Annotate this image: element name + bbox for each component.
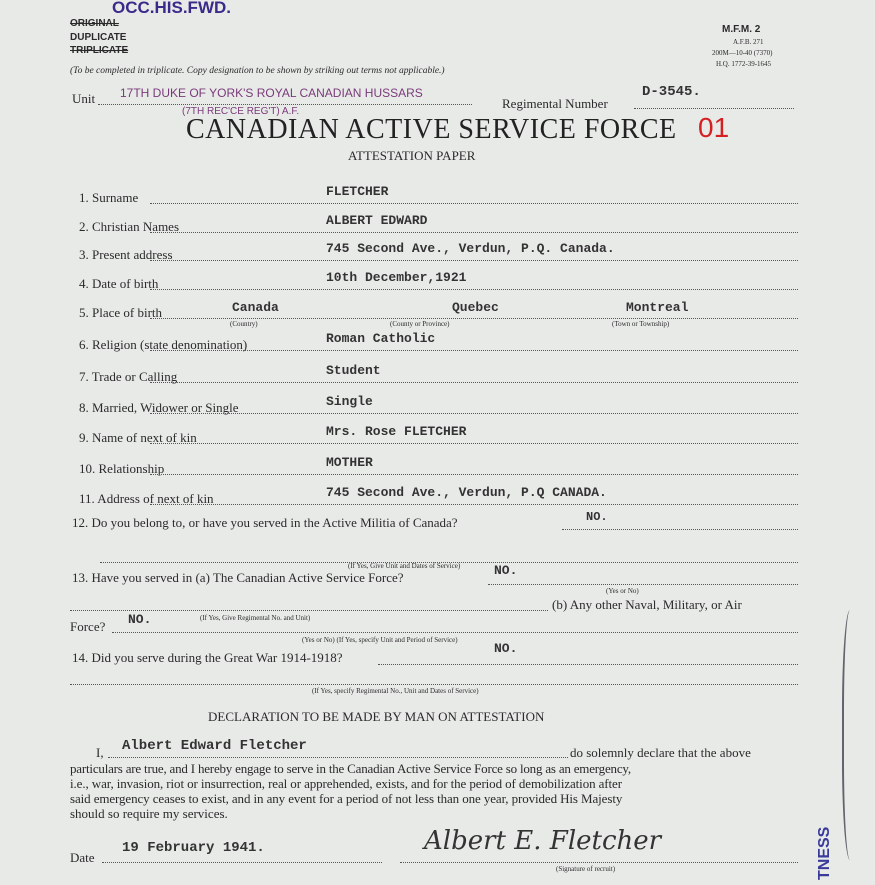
copy-triplicate: TRIPLICATE (70, 45, 129, 56)
field-label: 9. Name of next of kin (79, 430, 197, 445)
copy-duplicate: DUPLICATE (70, 32, 127, 43)
form-title: CANADIAN ACTIVE SERVICE FORCE (186, 114, 677, 145)
field-label: 10. Relationship (79, 461, 165, 476)
copy-original: ORIGINAL (70, 18, 119, 29)
birth-town: Montreal (626, 300, 689, 315)
q13b-value: NO. (128, 612, 152, 627)
declaration-text: should so require my services. (70, 806, 228, 821)
form-ref: H.Q. 1772-39-1645 (716, 60, 772, 68)
regimental-number-label: Regimental Number (502, 96, 608, 111)
unit-value: 17TH DUKE OF YORK'S ROYAL CANADIAN HUSSARS (120, 86, 423, 100)
red-mark: 01 (698, 112, 730, 143)
q13b-force-label: Force? (70, 619, 106, 634)
margin-handwriting (842, 610, 862, 860)
field-value: 745 Second Ave., Verdun, P.Q. Canada. (326, 241, 615, 256)
instruction-text: (To be completed in triplicate. Copy designation to be shown by striking out terms not applicable.) (70, 66, 445, 76)
declarant-name: Albert Edward Fletcher (122, 738, 307, 754)
field-label: 6. Religion (state denomination) (79, 337, 248, 352)
unit-value-2: (7TH REC'CE REG'T) A.F. (182, 106, 300, 117)
field-label: 11. Address of next of kin (79, 491, 214, 506)
field-label: 3. Present address (79, 247, 173, 262)
field-label: 1. Surname (79, 190, 139, 205)
q14-note: (If Yes, specify Regimental No., Unit and Dates of Service) (312, 687, 479, 695)
date-value: 19 February 1941. (122, 840, 265, 856)
q14-value: NO. (494, 641, 518, 656)
field-label: 4. Date of birth (79, 276, 159, 291)
declaration-text: i.e., war, invasion, riot or insurrection, real or apprehended, exists, and for the period of demobilization after (70, 776, 622, 791)
regimental-number-value: D-3545. (642, 84, 701, 100)
field-value: Roman Catholic (326, 331, 436, 346)
town-label: (Town or Township) (612, 320, 670, 328)
q12-label: 12. Do you belong to, or have you served in the Active Militia of Canada? (72, 515, 458, 530)
unit-label: Unit (72, 91, 96, 106)
date-label: Date (70, 850, 95, 865)
witness-stamp: TNESS (816, 826, 833, 880)
declaration-i: I, (96, 745, 104, 760)
field-value: 10th December,1921 (326, 270, 467, 285)
declaration-text: do solemnly declare that the above (570, 745, 751, 760)
field-value: Mrs. Rose FLETCHER (326, 424, 467, 439)
field-label: 5. Place of birth (79, 305, 163, 320)
field-label: 2. Christian Names (79, 219, 180, 234)
field-value: 745 Second Ave., Verdun, P.Q CANADA. (326, 485, 607, 500)
field-value: ALBERT EDWARD (326, 213, 428, 228)
q13-note2: (Yes or No) (If Yes, specify Unit and Period of Service) (302, 636, 458, 644)
form-ref: A.F.B. 271 (733, 38, 764, 46)
birth-country: Canada (232, 300, 279, 315)
declaration-heading: DECLARATION TO BE MADE BY MAN ON ATTESTATION (208, 709, 545, 724)
q13-label: 13. Have you served in (a) The Canadian Active Service Force? (72, 570, 404, 585)
q13-yesno: (Yes or No) (606, 587, 639, 595)
field-value: Single (326, 394, 373, 409)
occ-his-fwd-stamp: OCC.HIS.FWD. (112, 0, 231, 17)
signature-label: (Signature of recruit) (556, 865, 616, 873)
province-label: (County or Province) (390, 320, 450, 328)
q12-note: (If Yes, Give Unit and Dates of Service) (348, 562, 461, 570)
form-code: M.F.M. 2 (722, 24, 761, 35)
q13-value: NO. (494, 563, 518, 578)
field-value: Student (326, 363, 381, 378)
field-label: 8. Married, Widower or Single (79, 400, 239, 415)
field-label: 7. Trade or Calling (79, 369, 178, 384)
declaration-text: particulars are true, and I hereby engage to serve in the Canadian Active Service Force so long as an emergency, (70, 761, 631, 776)
country-label: (Country) (230, 320, 258, 328)
q12-value: NO. (586, 510, 608, 524)
q13b-note: (If Yes, Give Regimental No. and Unit) (200, 614, 311, 622)
birth-province: Quebec (452, 300, 499, 315)
recruit-signature: Albert E. Fletcher (424, 826, 662, 856)
field-value: MOTHER (326, 455, 373, 470)
form-subtitle: ATTESTATION PAPER (348, 148, 476, 163)
field-value: FLETCHER (326, 184, 389, 199)
q13b-label: (b) Any other Naval, Military, or Air (552, 597, 742, 612)
q14-label: 14. Did you serve during the Great War 1914-1918? (72, 650, 343, 665)
declaration-text: said emergency ceases to exist, and in any event for a period of not less than one year, provided His Majesty (70, 791, 623, 806)
form-ref: 200M—10-40 (7370) (712, 49, 773, 57)
